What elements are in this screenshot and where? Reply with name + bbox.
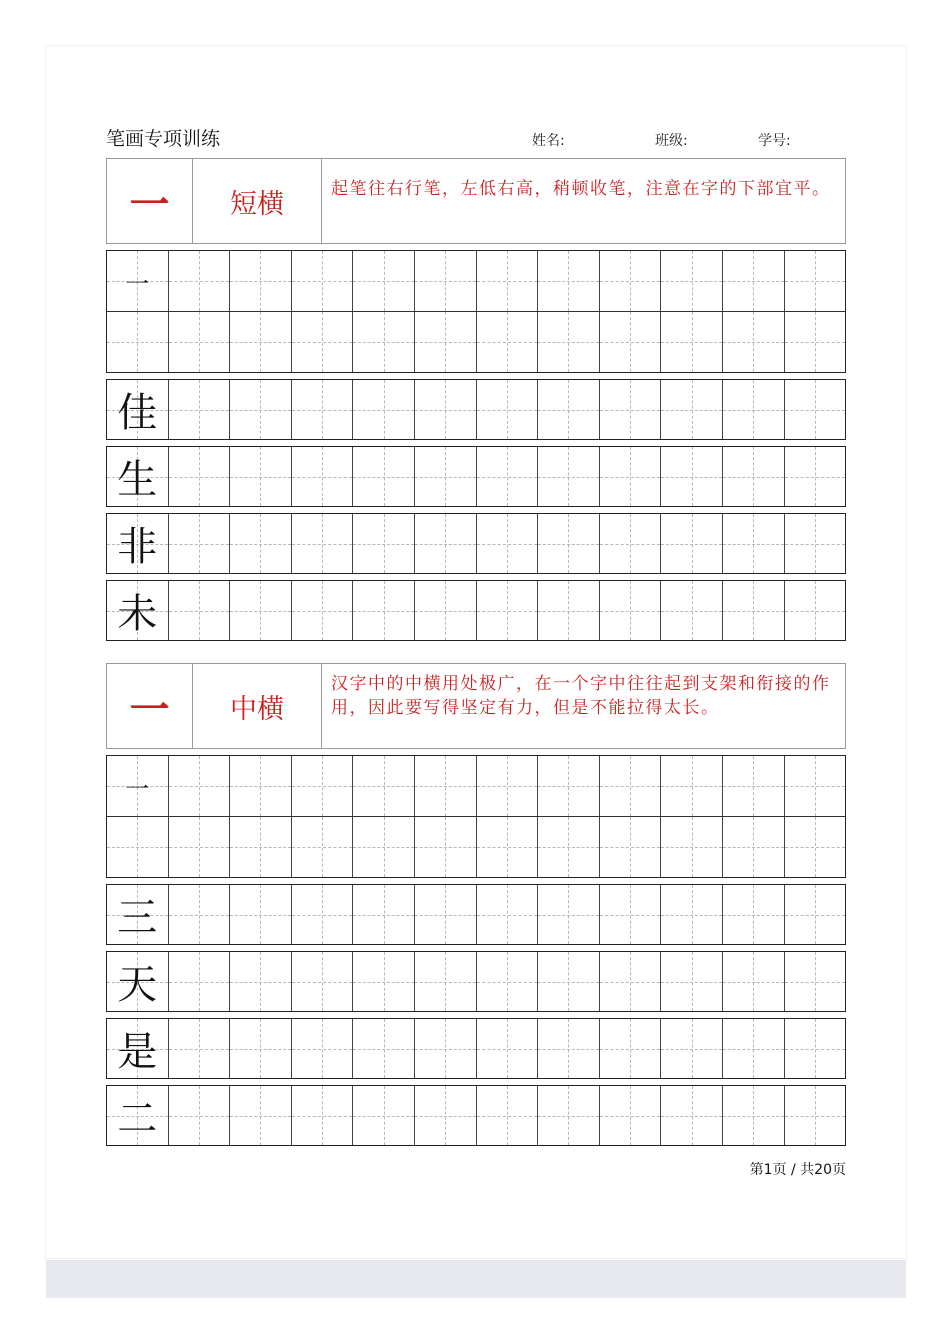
writing-cell[interactable] (292, 885, 354, 944)
writing-cell[interactable] (353, 952, 415, 1011)
writing-cell[interactable] (169, 251, 231, 311)
writing-cell[interactable] (477, 312, 539, 372)
writing-cell[interactable] (292, 1086, 354, 1145)
writing-cell[interactable] (292, 514, 354, 573)
writing-cell[interactable] (785, 1019, 845, 1078)
writing-cell[interactable] (292, 581, 354, 640)
practice-grid-row (106, 513, 846, 574)
writing-cell[interactable] (415, 312, 477, 372)
writing-cell[interactable] (661, 312, 723, 372)
writing-cell[interactable] (723, 514, 785, 573)
writing-cell[interactable] (353, 581, 415, 640)
stroke-sample: 一 (107, 159, 193, 243)
writing-cell[interactable] (107, 380, 169, 439)
writing-cell[interactable] (230, 581, 292, 640)
writing-cell[interactable] (292, 756, 354, 816)
writing-cell[interactable] (600, 447, 662, 506)
writing-cell[interactable] (415, 817, 477, 877)
writing-cell[interactable] (169, 817, 231, 877)
writing-cell[interactable] (353, 514, 415, 573)
model-character: 生 (117, 457, 158, 503)
practice-grid-row (106, 1085, 846, 1146)
writing-cell[interactable] (415, 885, 477, 944)
worksheet-title: 笔画专项训练 (106, 128, 221, 150)
writing-cell[interactable] (661, 1019, 723, 1078)
writing-cell[interactable] (785, 251, 845, 311)
writing-cell[interactable] (292, 380, 354, 439)
writing-cell[interactable] (353, 447, 415, 506)
writing-cell[interactable] (661, 756, 723, 816)
writing-cell[interactable] (477, 514, 539, 573)
writing-cell[interactable] (785, 1086, 845, 1145)
writing-cell[interactable] (230, 380, 292, 439)
model-character: 一 (125, 774, 150, 803)
trace-grid (106, 250, 846, 373)
writing-cell[interactable] (785, 952, 845, 1011)
writing-cell[interactable] (353, 380, 415, 439)
writing-cell[interactable] (107, 885, 169, 944)
writing-cell[interactable] (785, 380, 845, 439)
writing-cell[interactable] (230, 952, 292, 1011)
writing-cell[interactable] (169, 447, 231, 506)
stroke-sample: 一 (107, 664, 193, 748)
writing-cell[interactable] (230, 885, 292, 944)
writing-cell[interactable] (785, 885, 845, 944)
writing-cell[interactable] (723, 581, 785, 640)
writing-cell[interactable] (661, 952, 723, 1011)
writing-cell[interactable] (538, 514, 600, 573)
writing-cell[interactable] (785, 514, 845, 573)
writing-cell[interactable] (723, 885, 785, 944)
writing-cell[interactable] (538, 885, 600, 944)
writing-cell[interactable] (723, 380, 785, 439)
writing-cell[interactable] (169, 581, 231, 640)
writing-cell[interactable] (600, 1086, 662, 1145)
writing-cell[interactable] (600, 756, 662, 816)
writing-cell[interactable] (353, 251, 415, 311)
writing-cell[interactable] (107, 312, 169, 372)
writing-cell[interactable] (415, 1019, 477, 1078)
writing-cell[interactable] (661, 251, 723, 311)
name-field-label: 姓名: (532, 133, 565, 149)
writing-cell[interactable] (661, 1086, 723, 1145)
writing-cell[interactable] (538, 251, 600, 311)
writing-cell[interactable] (477, 447, 539, 506)
writing-cell[interactable] (169, 380, 231, 439)
writing-cell[interactable] (230, 1086, 292, 1145)
writing-cell[interactable] (661, 581, 723, 640)
writing-cell[interactable] (477, 1019, 539, 1078)
writing-cell[interactable] (600, 514, 662, 573)
writing-cell[interactable] (661, 817, 723, 877)
blank-row (107, 816, 845, 877)
writing-cell[interactable] (600, 885, 662, 944)
writing-cell[interactable] (477, 817, 539, 877)
writing-cell[interactable] (538, 447, 600, 506)
writing-cell[interactable] (477, 251, 539, 311)
stroke-name: 中横 (193, 664, 322, 748)
writing-cell[interactable] (723, 952, 785, 1011)
stroke-description: 起笔往右行笔，左低右高，稍顿收笔，注意在字的下部宜平。 (331, 179, 831, 199)
model-character: 三 (117, 895, 158, 941)
writing-cell[interactable] (600, 1019, 662, 1078)
model-character: 是 (117, 1029, 158, 1075)
writing-cell[interactable] (785, 817, 845, 877)
writing-cell[interactable] (292, 312, 354, 372)
writing-cell[interactable] (292, 817, 354, 877)
writing-cell[interactable] (723, 312, 785, 372)
writing-cell[interactable] (415, 756, 477, 816)
writing-cell[interactable] (600, 251, 662, 311)
writing-cell[interactable] (292, 447, 354, 506)
writing-cell[interactable] (477, 581, 539, 640)
page-number: 第1页 / 共20页 (749, 1162, 846, 1178)
model-character: 天 (117, 962, 158, 1008)
writing-cell[interactable] (169, 756, 231, 816)
stroke-header-middle-horizontal (106, 663, 846, 749)
class-field-label: 班级: (655, 133, 688, 149)
writing-cell[interactable] (230, 447, 292, 506)
writing-cell[interactable] (538, 312, 600, 372)
writing-cell[interactable] (292, 251, 354, 311)
practice-grid-row (106, 884, 846, 945)
writing-cell[interactable] (538, 1086, 600, 1145)
writing-cell[interactable] (353, 312, 415, 372)
writing-cell[interactable] (353, 756, 415, 816)
writing-cell[interactable] (538, 952, 600, 1011)
writing-cell[interactable] (415, 514, 477, 573)
model-character: 佳 (117, 390, 158, 436)
writing-cell[interactable] (353, 817, 415, 877)
writing-cell[interactable] (169, 885, 231, 944)
model-character: 一 (125, 269, 150, 298)
writing-cell[interactable] (785, 756, 845, 816)
model-character: 未 (117, 591, 158, 637)
writing-cell[interactable] (353, 1019, 415, 1078)
writing-cell[interactable] (723, 1086, 785, 1145)
writing-cell[interactable] (723, 1019, 785, 1078)
trace-row (107, 756, 845, 816)
writing-cell[interactable] (661, 514, 723, 573)
practice-grid-row (106, 379, 846, 440)
trace-grid (106, 755, 846, 878)
writing-cell[interactable] (477, 952, 539, 1011)
blank-row (107, 311, 845, 372)
writing-cell[interactable] (538, 1019, 600, 1078)
writing-cell[interactable] (107, 817, 169, 877)
practice-grid-row (106, 1018, 846, 1079)
writing-cell[interactable] (107, 251, 169, 311)
writing-cell[interactable] (415, 447, 477, 506)
footer-band (46, 1260, 906, 1298)
trace-row (107, 251, 845, 311)
writing-cell[interactable] (600, 581, 662, 640)
writing-cell[interactable] (785, 447, 845, 506)
writing-cell[interactable] (415, 952, 477, 1011)
writing-cell[interactable] (600, 380, 662, 439)
writing-cell[interactable] (415, 581, 477, 640)
writing-cell[interactable] (415, 251, 477, 311)
writing-cell[interactable] (723, 447, 785, 506)
writing-cell[interactable] (107, 514, 169, 573)
writing-cell[interactable] (661, 447, 723, 506)
writing-cell[interactable] (600, 817, 662, 877)
writing-cell[interactable] (230, 251, 292, 311)
writing-cell[interactable] (230, 312, 292, 372)
practice-grid-row (106, 446, 846, 507)
writing-cell[interactable] (230, 1019, 292, 1078)
writing-cell[interactable] (538, 817, 600, 877)
writing-cell[interactable] (477, 756, 539, 816)
writing-cell[interactable] (353, 885, 415, 944)
writing-cell[interactable] (600, 952, 662, 1011)
model-character: 非 (117, 524, 158, 570)
student-id-field-label: 学号: (758, 133, 791, 149)
writing-cell[interactable] (107, 447, 169, 506)
writing-cell[interactable] (353, 1086, 415, 1145)
stroke-header-short-horizontal (106, 158, 846, 244)
writing-cell[interactable] (169, 1019, 231, 1078)
writing-cell[interactable] (169, 952, 231, 1011)
writing-cell[interactable] (292, 952, 354, 1011)
stroke-description: 汉字中的中横用处极广，在一个字中往往起到支架和衔接的作用，因此要写得坚定有力，但是不能拉得太长。 (331, 674, 831, 718)
writing-cell[interactable] (107, 1019, 169, 1078)
writing-cell[interactable] (600, 312, 662, 372)
stroke-name: 短横 (193, 159, 322, 243)
writing-cell[interactable] (723, 251, 785, 311)
writing-cell[interactable] (169, 312, 231, 372)
model-character: 二 (117, 1096, 158, 1142)
writing-cell[interactable] (538, 756, 600, 816)
writing-cell[interactable] (661, 885, 723, 944)
writing-cell[interactable] (785, 581, 845, 640)
writing-cell[interactable] (785, 312, 845, 372)
writing-cell[interactable] (230, 514, 292, 573)
writing-cell[interactable] (723, 817, 785, 877)
practice-grid-row (106, 951, 846, 1012)
writing-cell[interactable] (107, 1086, 169, 1145)
writing-cell[interactable] (723, 756, 785, 816)
writing-cell[interactable] (169, 1086, 231, 1145)
writing-cell[interactable] (538, 380, 600, 439)
writing-cell[interactable] (415, 380, 477, 439)
writing-cell[interactable] (661, 380, 723, 439)
writing-cell[interactable] (477, 1086, 539, 1145)
writing-cell[interactable] (107, 756, 169, 816)
writing-cell[interactable] (107, 952, 169, 1011)
writing-cell[interactable] (477, 380, 539, 439)
writing-cell[interactable] (230, 756, 292, 816)
writing-cell[interactable] (107, 581, 169, 640)
writing-cell[interactable] (477, 885, 539, 944)
writing-cell[interactable] (415, 1086, 477, 1145)
writing-cell[interactable] (169, 514, 231, 573)
practice-grid-row (106, 580, 846, 641)
writing-cell[interactable] (292, 1019, 354, 1078)
writing-cell[interactable] (230, 817, 292, 877)
writing-cell[interactable] (538, 581, 600, 640)
